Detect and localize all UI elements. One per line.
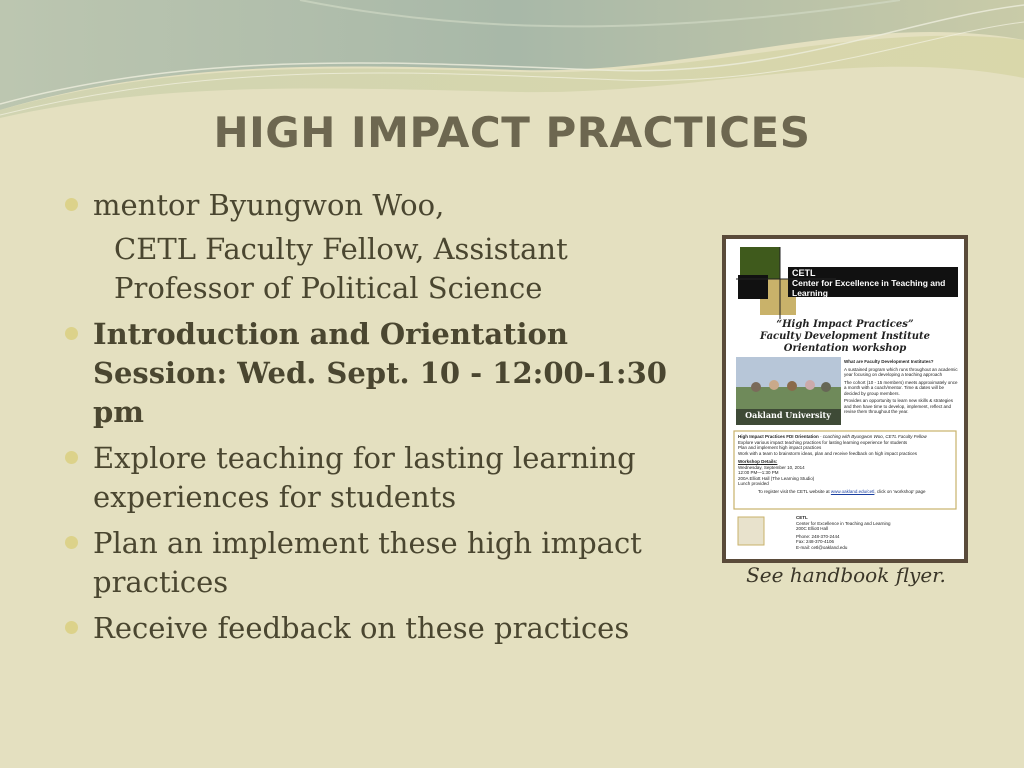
flyer-photo-label: Oakland University <box>745 410 831 420</box>
bullet-dot <box>65 621 78 634</box>
bullet-dot <box>65 327 78 340</box>
flyer-header-text: CETL Center for Excellence in Teaching and Learning <box>792 268 946 298</box>
bullet-dot <box>65 536 78 549</box>
bullet-item-feedback: Receive feedback on these practices <box>62 609 702 648</box>
bullet-subtext-fellow: CETL Faculty Fellow, Assistant Professor of Political Science <box>114 232 568 305</box>
flyer-green-block <box>740 247 780 279</box>
flyer-footer-contact: CETL Center for Excellence in Teaching and Learning 200C Elliott Hall Phone: 248-370-2444 Fax: 248-370-4106 E-mail: cetl@oakland.edu <box>796 515 891 550</box>
bullet-item-plan: Plan an implement these high impact practices <box>62 524 702 602</box>
flyer-caption: See handbook flyer. <box>746 563 946 587</box>
handbook-flyer-image <box>722 235 968 563</box>
bullet-item-session: Introduction and Orientation Session: Wed. Sept. 10 - 12:00-1:30 pm <box>62 315 702 432</box>
bullet-dot <box>65 198 78 211</box>
bullet-item-mentor: mentor Byungwon Woo, <box>62 186 702 225</box>
flyer-fdi-info: What are Faculty Development Institutes? A sustained program which runs throughout an academic year focusing on developing a teaching approach The cohort (10 - 15 members) meets approximately once a month with a coach/mentor. Time & dates will be decided by group members. Provides an opportunity to learn new skills & strategies and then have time to develop, implement, reflect and revise them throughout the year. <box>844 359 958 414</box>
bullet-list <box>62 186 702 655</box>
flyer-footer-logo <box>738 517 764 545</box>
flyer-title: “High Impact Practices” Faculty Development Institute Orientation workshop <box>760 319 930 354</box>
bullet-item-explore: Explore teaching for lasting learning experiences for students <box>62 439 702 517</box>
bullet-dot <box>65 451 78 464</box>
flyer-box-text: High Impact Practices FDI Orientation - coaching with Byungwon Woo, CETL Faculty Fellow Explore various impact teaching practices for lasting learning experience for students Plan and implement high impact practices Work with a team to brainstorm ideas, plan and receive feedback on high impact practices Workshop Details: Wednesday, September 10, 2014 12:00 PM—1:30 PM 200A Elliott Hall (The Learning Studio) Lunch provided To register visit the CETL website at www.oakland.edu/cetl, click on ‘workshop’ page <box>738 434 927 494</box>
slide-title: HIGH IMPACT PRACTICES <box>213 108 811 157</box>
